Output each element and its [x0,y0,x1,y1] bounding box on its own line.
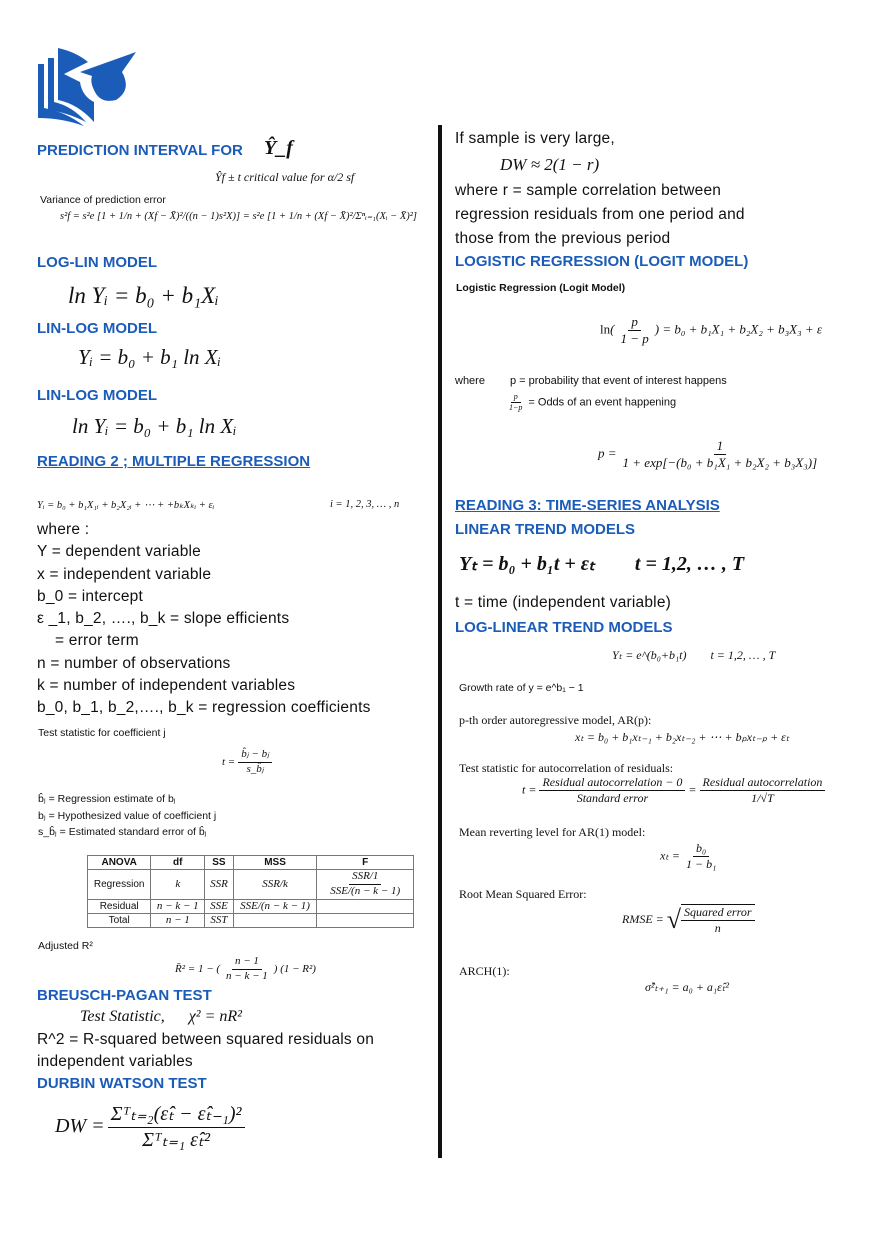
where-line: b_0, b_1, b_2,…., b_k = regression coefficients [37,699,371,717]
anova-cell [317,913,414,927]
mean-reverting-label: Mean reverting level for AR(1) model: [459,825,646,839]
p-numerator: 1 [714,438,727,455]
log-linear-heading: LOG-LINEAR TREND MODELS [455,619,673,636]
anova-table [87,855,414,928]
dw-formula [55,1102,248,1153]
anova-cell-f [317,870,414,900]
multiple-regression-formula: Yᵢ = b₀ + b₁X₁ᵢ + b₂X₂ᵢ + ⋯ + +bₖXₖᵢ + εᵢ [37,500,215,511]
adjusted-r2-formula: R̄² = 1 − ( $\frac{n - 1}{n - k - 1}$ ) (1 − R²) [175,955,316,982]
logit-formula: ln( $\frac{p}{1 - p}$ ) = b₀ + b₁X₁ + b₂X₂ + b₃X₃ + ε [600,314,823,347]
arch-label: ARCH(1): [459,964,510,978]
where-line: where : [37,521,90,538]
lin-log-formula: Yᵢ = b₀ + b₁ ln Xᵢ [78,345,221,369]
definitions [38,791,216,841]
definition: s_b̂ⱼ = Estimated standard error of b̂ⱼ [38,826,207,838]
log-lin-formula: ln Yᵢ = b₀ + b₁Xᵢ [68,283,219,308]
odds-numerator: p [511,392,521,403]
autocorr-formula [522,775,828,806]
where-line: b_0 = intercept [37,587,143,605]
linear-trend-formula: Yₜ = b₀ + b₁t + εₜ t = 1,2, … , T [459,553,745,575]
logistic-subheading: Logistic Regression (Logit Model) [456,282,626,294]
anova-cell [233,913,317,927]
logit-numerator: p [628,314,641,331]
variance-label: Variance of prediction error [40,194,166,206]
anova-cell: Regression [88,870,151,900]
r-definition-line: regression residuals from one period and [455,206,745,223]
growth-rate: Growth rate of y = e^b₁ − 1 [459,682,584,694]
column-divider [438,125,442,1158]
anova-header: MSS [233,856,317,870]
where-line: x = independent variable [37,565,212,583]
bp-text [37,1029,374,1073]
where-label: where [455,375,485,387]
anova-cell [317,899,414,913]
lin-log-heading: LIN-LOG MODEL [37,320,157,337]
prediction-interval-heading: PREDICTION INTERVAL FOR [37,142,243,159]
multiple-regression-index: i = 1, 2, 3, … , n [330,499,400,510]
odds-definition [503,392,676,413]
anova-cell: k [151,870,205,900]
p-formula [598,438,823,472]
f-denominator: SSE/(n − k − 1) [330,884,401,897]
reading-3-heading: READING 3: TIME-SERIES ANALYSIS [455,497,720,514]
logistic-heading: LOGISTIC REGRESSION (LOGIT MODEL) [455,253,749,270]
definition: b̂ⱼ = Regression estimate of bⱼ [38,793,176,805]
ac-denominator: Standard error [576,791,649,805]
adjusted-r2-label: Adjusted R² [38,940,93,952]
anova-header: ANOVA [88,856,151,870]
anova-cell: n − k − 1 [151,899,205,913]
ac-equals: = [688,782,697,797]
logit-denominator: 1 − p [620,331,649,347]
rmse-lhs: RMSE = [622,911,664,926]
large-sample-text: If sample is very large, [455,130,615,147]
bp-text-line: independent variables [37,1053,193,1070]
durbin-watson-heading: DURBIN WATSON TEST [37,1075,207,1092]
anova-cell: SST [205,913,233,927]
mr-denominator: 1 − b₁ [685,857,717,871]
p-lhs: p = [598,445,617,461]
ar-formula: xₜ = b₀ + b₁xₜ₋₁ + b₂xₜ₋₂ + ⋯ + bₚxₜ₋ₚ + εₜ [575,730,790,744]
where-p-text: p = probability that event of interest happens [510,375,727,387]
t-lhs: t = [222,755,236,768]
t-numerator: b̂ⱼ − bⱼ [238,748,272,763]
test-stat-label: Test statistic for coefficient j [38,727,166,739]
bp-text-line: R^2 = R-squared between squared residuals on [37,1031,375,1048]
anova-header: df [151,856,205,870]
where-line: ε _1, b_2, …., b_k = slope efficients [37,610,290,628]
dw-denominator: Σᵀₜ₌₁ ε̂ₜ² [142,1129,210,1151]
anova-header: SS [205,856,233,870]
ac-numerator: Residual autocorrelation − 0 [539,775,685,791]
anova-cell: SSR [205,870,233,900]
p-denominator: 1 + exp[−(b₀ + b₁X₁ + b₂X₂ + b₃X₃)] [622,455,818,471]
autocorr-label: Test statistic for autocorrelation of residuals: [459,761,674,775]
where-list [37,519,371,720]
dw-numerator: Σᵀₜ₌₂(ε̂ₜ − ε̂ₜ₋₁)² [108,1102,245,1128]
mr-lhs: xₜ = [660,848,680,863]
anova-header: F [317,856,414,870]
r-definition-line: where r = sample correlation between [455,182,722,199]
anova-cell: Residual [88,899,151,913]
prediction-symbol: Ŷ_f [264,137,293,159]
ar-label: p-th order autoregressive model, AR(p): [459,713,652,727]
anova-cell: SSE/(n − k − 1) [233,899,317,913]
logit-lhs: ln [600,321,611,337]
dw-lhs: DW = [55,1115,105,1138]
logit-rhs: = b₀ + b₁X₁ + b₂X₂ + b₃X₃ + ε [662,321,823,337]
breusch-pagan-heading: BREUSCH-PAGAN TEST [37,987,212,1004]
t-formula [222,748,275,777]
adj-numerator: n − 1 [232,955,262,970]
anova-cell: Total [88,913,151,927]
where-line: k = number of independent variables [37,677,296,695]
rmse-numerator: Squared error [681,905,754,921]
r-definition-line: those from the previous period [455,230,671,247]
adj-rhs: (1 − R²) [280,962,316,975]
definition: bⱼ = Hypothesized value of coefficient j [38,809,217,822]
time-definition: t = time (independent variable) [455,594,672,611]
dw-approx-formula: DW ≈ 2(1 − r) [500,155,600,174]
odds-denominator: 1−p [509,403,523,412]
ac-lhs: t = [522,782,537,797]
logo [36,46,140,130]
rmse-formula [622,904,758,936]
t-denominator: s_b̂ⱼ [246,762,264,775]
log-lin-heading: LOG-LIN MODEL [37,254,157,271]
f-numerator: SSR/1 [349,870,381,885]
mean-reverting-formula [660,841,722,872]
reading-2-heading: READING 2 ; MULTIPLE REGRESSION [37,453,311,470]
lin-log-heading-2: LIN-LOG MODEL [37,387,157,404]
bp-formula: Test Statistic, χ² = nR² [80,1008,242,1025]
where-line: Y = dependent variable [37,543,201,561]
odds-text: = Odds of an event happening [528,396,677,409]
adj-lhs: R̄² = 1 − [175,962,214,975]
adj-denominator: n − k − 1 [226,969,268,982]
log-linear-formula: Yₜ = e^(b₀+b₁t) t = 1,2, … , T [612,648,776,662]
ac-numerator-2: Residual autocorrelation [700,775,826,791]
ac-denominator-2: 1/√T [751,791,774,805]
prediction-formula: Ŷf ± t critical value for α/2 sf [215,170,355,184]
mr-numerator: b₀ [693,841,709,857]
rmse-label: Root Mean Squared Error: [459,887,587,901]
linear-trend-heading: LINEAR TREND MODELS [455,521,635,538]
where-line: n = number of observations [37,654,231,672]
variance-formula: s²f = s²e [1 + 1/n + (Xf − X̄)²/((n − 1)s²X)] = s²e [1 + 1/n + (Xf − X̄)²/Σⁿᵢ₌₁(Xᵢ − X̄)²] [60,211,417,222]
arch-formula: σ̂²ₜ₊₁ = a₀ + a₁ε̂ₜ² [645,980,729,994]
r-definition [455,179,745,251]
lin-log-formula-2: ln Yᵢ = b₀ + b₁ ln Xᵢ [72,414,237,438]
anova-cell: SSE [205,899,233,913]
anova-cell: SSR/k [233,870,317,900]
anova-cell: n − 1 [151,913,205,927]
sqrt-icon: √ [666,905,682,934]
rmse-denominator: n [714,921,721,935]
where-line: = error term [37,632,139,650]
